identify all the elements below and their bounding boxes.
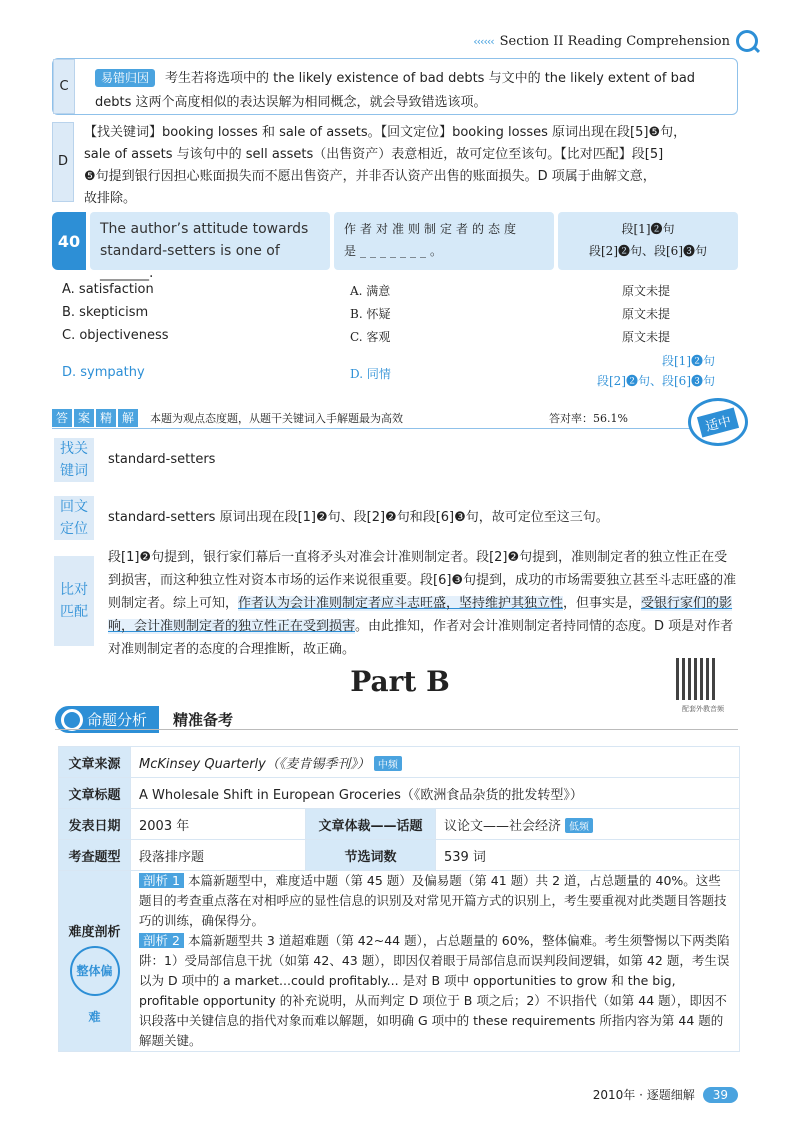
- qr-caption: 配套外教音频: [682, 705, 724, 713]
- option-row: [62, 328, 738, 351]
- compare-part: ，但事实是，: [563, 596, 642, 611]
- divider: [55, 729, 738, 730]
- difficulty-label-cell: [59, 871, 131, 1052]
- qr-code-icon: [676, 658, 718, 700]
- option-en: B. skepticism: [62, 305, 149, 320]
- analysis-tag: 剖析 1: [139, 873, 184, 888]
- question-location: [558, 212, 738, 270]
- note-line: 段[2]❷句、段[6]❸句: [597, 374, 715, 388]
- frequency-tag: 低频: [565, 818, 593, 833]
- answer-tag: 精: [96, 409, 116, 427]
- info-value: 539 词: [435, 840, 739, 871]
- info-value: [435, 809, 739, 840]
- analysis-text: 本篇新题型中，难度适中题（第 45 题）及偏易题（第 41 题）共 2 道，占总题量的 40%。这些题目的考查重点落在对相呼应的显性信息的识别及对常见开篇方式的识别上，考生要重视对此类题目答题技巧的训练，确保得分。: [139, 873, 727, 928]
- option-letter: D: [52, 122, 74, 202]
- correct-rate: 答对率：56.1%: [549, 411, 628, 425]
- article-info-table: [58, 746, 740, 1052]
- compare-label: 比对匹配: [54, 556, 94, 646]
- option-en: C. objectiveness: [62, 328, 169, 343]
- magnifier-icon: [736, 30, 758, 52]
- compare-text: [108, 546, 738, 661]
- analysis-text: 考生若将选项中的 the likely existence of bad debts 与文中的 the likely extent of bad: [165, 71, 696, 86]
- analysis-line: sale of assets 与该句中的 sell assets（出售资产）表意相近，故可定位至该句。【比对匹配】段[5]: [84, 147, 664, 162]
- question-en: [90, 212, 330, 281]
- analysis-line: 【找关键词】booking losses 和 sale of assets。【回文定位】booking losses 原词出现在段[5]❺句，: [84, 125, 687, 140]
- error-tag: 易错归因: [95, 69, 155, 87]
- question-zh: [334, 212, 554, 270]
- correct-option-row: [62, 351, 738, 393]
- section-title: Section II Reading Comprehension: [499, 33, 730, 49]
- analysis-line: ❺句提到银行因担心账面损失而不愿出售资产，并非否认资产出售的账面损失。D 项属于曲解文意，: [84, 169, 656, 184]
- analysis-line: 故排除。: [84, 191, 137, 206]
- option-row: [62, 305, 738, 328]
- option-note: [590, 351, 715, 391]
- option-note: 原文未提: [622, 330, 671, 344]
- analysis-text: 本篇新题型共 3 道超难题（第 42~44 题），占总题量的 60%，整体偏难。考生须警惕以下两类陷阱：1）受局部信息干扰（如第 42、43 题），即因仅着眼于局部信息而误判段间逻辑，如第 42 题，考生误以为 D 项中的 a market...could profitably... 是对 B 项中 opportunities to grow 和 the big, profitable opportunity 的补充说明，从而判定 D 项位于 B 项之后；2）不识指代（如第 44 题），即因不识段落中关键信息的指代对象而难以解题，如明确 G 项中的 these requirements 所指内容为第 44 题的解题关键。: [139, 933, 730, 1048]
- stamp-label: 适中: [697, 407, 739, 437]
- info-label: 文章体裁——话题: [305, 809, 435, 840]
- part-b-title: Part B: [350, 665, 450, 698]
- option-en: A. satisfaction: [62, 282, 154, 297]
- question-40: [52, 212, 738, 281]
- info-value: A Wholesale Shift in European Groceries（《欧洲食品杂货的批发转型》）: [131, 778, 740, 809]
- compare-underline: 作者认为会计准则制定者应斗志旺盛，坚持维护其独立性: [238, 596, 564, 611]
- option-c-analysis: [52, 58, 738, 115]
- page-footer: [593, 1086, 738, 1103]
- note-line: 段[1]❷句: [662, 354, 715, 368]
- question-zh-line: 作者对准则制定者的态度: [344, 222, 521, 236]
- question-en-line: The author’s attitude towards: [100, 221, 309, 237]
- answer-tag: 解: [118, 409, 138, 427]
- compare-part: 。由此推知，作者对会计准则制定者持同情的态度。D 项是对作者对准则制定者的态度的合理推断，故正确。: [108, 619, 734, 657]
- question-en-line: standard-setters is one of _______.: [100, 243, 280, 281]
- analysis-2: [139, 931, 731, 1051]
- info-value: [131, 747, 740, 778]
- answer-tag: 案: [74, 409, 94, 427]
- analysis-subtitle: 精准备考: [173, 711, 234, 729]
- option-zh: A. 满意: [350, 284, 391, 298]
- genre-text: 议论文——社会经济: [443, 818, 561, 834]
- answer-bar: [52, 407, 738, 429]
- compare-underline: 受银行家们的影响，会计准则制定者的独立性正在受到损害: [108, 596, 733, 634]
- locate-label: 回文定位: [54, 496, 94, 540]
- info-label: 考查题型: [59, 840, 131, 871]
- find-keyword-label: 找关键词: [54, 438, 94, 482]
- difficulty-badge: 整体偏难: [70, 946, 120, 996]
- question-zh-line: 是_______。: [344, 244, 447, 258]
- option-en: D. sympathy: [62, 365, 145, 380]
- analysis-title: 命题分析: [55, 706, 159, 733]
- frequency-tag: 中频: [374, 756, 402, 771]
- analysis-text: debts 这两个高度相似的表达误解为相同概念，就会导致错选该项。: [95, 95, 487, 110]
- info-label: 文章来源: [59, 747, 131, 778]
- location-line: 段[2]❷句、段[6]❸句: [589, 244, 707, 258]
- find-keyword-text: standard-setters: [108, 452, 216, 467]
- info-label: 发表日期: [59, 809, 131, 840]
- page-number: 39: [703, 1087, 738, 1103]
- info-value: 段落排序题: [131, 840, 306, 871]
- options-list: [62, 282, 738, 393]
- running-header: [473, 30, 758, 52]
- answer-desc: 本题为观点态度题，从题干关键词入手解题最为高效: [150, 411, 403, 425]
- footer-text: 2010年 · 逐题细解: [592, 1088, 695, 1102]
- option-note: 原文未提: [622, 284, 671, 298]
- option-zh: C. 客观: [350, 330, 391, 344]
- option-zh: B. 怀疑: [350, 307, 391, 321]
- info-value: 2003 年: [131, 809, 306, 840]
- info-label: 节选词数: [305, 840, 435, 871]
- analysis-1: [139, 871, 731, 931]
- answer-tag: 答: [52, 409, 72, 427]
- info-label: 文章标题: [59, 778, 131, 809]
- source-text: McKinsey Quarterly（《麦肯锡季刊》）: [139, 756, 370, 772]
- arrows-icon: ‹‹‹‹‹‹: [473, 34, 494, 48]
- locate-text: standard-setters 原词出现在段[1]❷句、段[2]❷句和段[6]❸句，故可定位至这三句。: [108, 510, 609, 525]
- difficulty-analysis: [131, 871, 740, 1052]
- option-note: 原文未提: [622, 307, 671, 321]
- option-row: [62, 282, 738, 305]
- compare-part: 段[1]❷句提到，银行家们幕后一直将矛头对准会计准则制定者。段[2]❷句提到，准则制定者的独立性正在受到损害，而这种独立性对资本市场的运作来说很重要。段[6]❸句提到，成功的市场需要独立甚至斗志旺盛的准则制定者。综上可知，: [108, 550, 737, 611]
- location-line: 段[1]❷句: [621, 222, 675, 236]
- analysis-tag: 剖析 2: [139, 933, 184, 948]
- question-number: 40: [52, 212, 86, 270]
- option-zh: D. 同情: [350, 367, 391, 381]
- option-d-analysis: [52, 122, 738, 206]
- difficulty-stamp: [688, 398, 748, 446]
- info-label: 难度剖析: [68, 925, 121, 940]
- option-letter: C: [53, 59, 75, 114]
